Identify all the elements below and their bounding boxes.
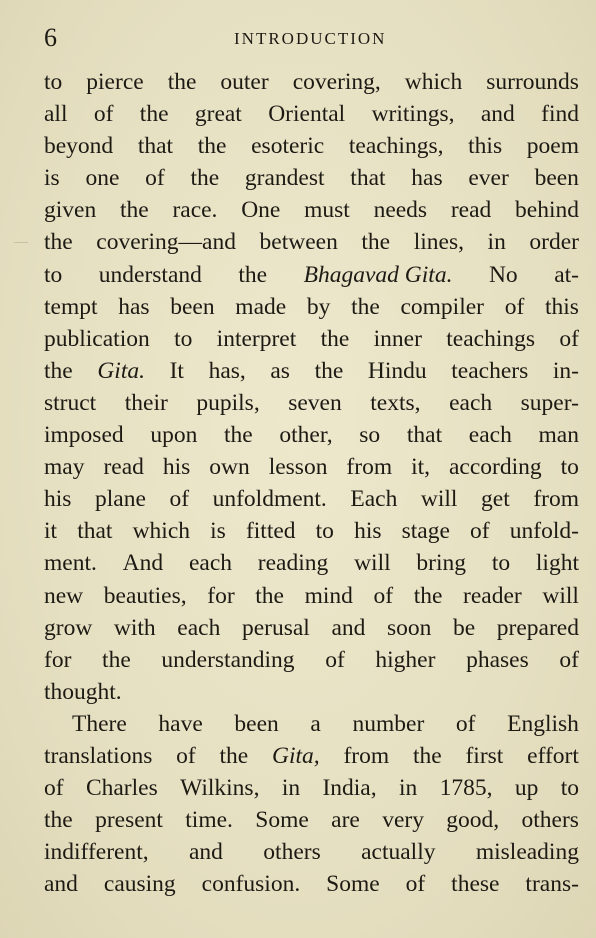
word: of xyxy=(145,165,165,192)
word: time. xyxy=(185,807,233,834)
word: Gita. xyxy=(97,357,145,384)
word: beauties, xyxy=(103,582,187,609)
word: Charles xyxy=(85,775,158,802)
word: others xyxy=(521,807,579,834)
text-line xyxy=(44,836,579,868)
word: Gita, xyxy=(272,742,320,769)
word: stage xyxy=(401,518,450,545)
word: grandest xyxy=(244,165,325,192)
word: Some xyxy=(255,807,309,834)
word: super- xyxy=(520,389,579,416)
word: thought. xyxy=(44,678,122,705)
word: mind xyxy=(304,582,353,609)
word: the xyxy=(139,101,169,128)
word: light xyxy=(535,550,579,577)
word: new xyxy=(44,582,84,609)
word: indifferent, xyxy=(44,839,149,866)
word: lesson xyxy=(268,454,328,481)
word: from xyxy=(343,742,390,769)
text-line xyxy=(44,291,579,323)
word: Some xyxy=(326,871,380,898)
word: has xyxy=(411,165,443,192)
text-line xyxy=(44,580,579,612)
word: of xyxy=(176,742,196,769)
word: made xyxy=(235,293,287,320)
word: must xyxy=(304,197,350,224)
word: ment. xyxy=(44,550,97,577)
text-line xyxy=(44,66,579,98)
text-line xyxy=(44,387,579,419)
word: to xyxy=(44,261,63,288)
word: trans- xyxy=(525,871,579,898)
word: this xyxy=(544,293,579,320)
word: the xyxy=(361,229,391,256)
text-line xyxy=(44,740,579,772)
word: covering, xyxy=(292,69,381,95)
word: man xyxy=(538,422,579,449)
word: get xyxy=(481,486,510,513)
word: interpret xyxy=(216,325,297,352)
text-line xyxy=(44,708,579,740)
word: which xyxy=(132,518,190,545)
word: higher xyxy=(375,646,436,673)
word: been xyxy=(234,710,279,737)
word: plane xyxy=(95,486,146,513)
word: the xyxy=(44,357,73,384)
body-text xyxy=(44,66,579,900)
word: of xyxy=(470,518,490,545)
word: reading xyxy=(257,550,329,577)
word: confusion. xyxy=(201,871,301,898)
word: read xyxy=(450,197,492,224)
word: teachings xyxy=(446,325,536,352)
word: the xyxy=(351,293,380,320)
word: so xyxy=(359,422,381,449)
word: at- xyxy=(554,261,579,288)
word: the xyxy=(412,742,442,769)
word: all xyxy=(44,101,68,128)
word: with xyxy=(113,614,156,641)
text-line xyxy=(44,547,579,579)
word: find xyxy=(541,101,579,128)
word: of xyxy=(325,646,345,673)
running-head xyxy=(44,22,578,54)
text-line xyxy=(44,868,579,900)
page-number: 6 xyxy=(44,23,57,52)
word: is xyxy=(44,165,60,192)
word: one xyxy=(85,165,120,192)
word: has, xyxy=(208,357,246,384)
text-line xyxy=(44,194,579,226)
word: in xyxy=(398,775,418,802)
word: esoteric xyxy=(251,133,325,160)
word: may xyxy=(44,454,85,481)
word: these xyxy=(451,871,500,898)
word: present xyxy=(95,807,163,834)
word: race. xyxy=(172,197,218,224)
word: Hindu xyxy=(367,357,427,384)
word: this xyxy=(468,133,503,160)
word: in xyxy=(281,775,301,802)
word: tempt xyxy=(44,293,98,320)
word: a xyxy=(310,710,321,737)
word: 1785, xyxy=(439,775,493,802)
word: Wilkins, xyxy=(180,775,260,802)
word: as xyxy=(270,357,290,384)
word: soon xyxy=(386,614,432,641)
word: of xyxy=(405,871,426,898)
word: to xyxy=(491,550,511,577)
word: is xyxy=(210,518,226,545)
word: unfoldment. xyxy=(212,486,327,513)
word: of xyxy=(559,325,579,352)
word: covering—and xyxy=(96,229,236,256)
word: to xyxy=(174,325,193,352)
text-line xyxy=(44,226,579,258)
word: beyond xyxy=(44,133,114,160)
word: bring xyxy=(416,550,467,577)
word: No xyxy=(488,261,518,288)
word: compiler xyxy=(400,293,484,320)
word: causing xyxy=(103,871,176,898)
word: to xyxy=(44,69,63,95)
word: ever xyxy=(468,165,509,192)
word: it, xyxy=(411,454,431,481)
word: each xyxy=(449,389,493,416)
word: reader xyxy=(463,582,522,609)
word: from xyxy=(346,454,393,481)
word: of xyxy=(169,486,190,513)
word: teachers xyxy=(451,357,529,384)
text-line xyxy=(44,515,579,547)
word: prepared xyxy=(496,614,579,641)
word: behind xyxy=(515,197,579,224)
word: One xyxy=(241,197,281,224)
word: the xyxy=(219,742,249,769)
text-line xyxy=(44,355,579,387)
word: the xyxy=(44,807,73,834)
word: own xyxy=(209,454,250,481)
word: translations xyxy=(44,742,153,769)
word: will xyxy=(542,582,579,609)
word: of xyxy=(93,101,114,128)
word: Oriental xyxy=(268,101,346,128)
word: it xyxy=(44,518,58,545)
word: understand xyxy=(98,261,202,288)
word: writings, xyxy=(371,101,455,128)
text-line xyxy=(44,259,579,291)
word: in- xyxy=(552,357,579,384)
word: seven xyxy=(288,389,342,416)
word: poem xyxy=(526,133,579,160)
word: struct xyxy=(44,389,97,416)
word: of xyxy=(559,646,579,673)
word: read xyxy=(103,454,144,481)
text-line xyxy=(44,772,579,804)
word: the xyxy=(102,646,131,673)
text-line xyxy=(44,644,579,676)
word: been xyxy=(170,293,215,320)
word: phases xyxy=(466,646,529,673)
word: good, xyxy=(446,807,500,834)
word: has xyxy=(118,293,150,320)
text-line xyxy=(44,323,579,355)
word: grow xyxy=(44,614,93,641)
word: the xyxy=(197,133,227,160)
word: between xyxy=(259,229,338,256)
text-line xyxy=(44,419,579,451)
word: teachings, xyxy=(348,133,444,160)
word: It xyxy=(169,357,184,384)
word: misleading xyxy=(475,839,579,866)
word: understanding xyxy=(161,646,295,673)
text-line xyxy=(44,98,579,130)
word: publication xyxy=(44,325,150,352)
word: Each xyxy=(350,486,398,513)
word: that xyxy=(77,518,113,545)
word: the xyxy=(320,325,350,352)
running-head-title: INTRODUCTION xyxy=(234,29,387,48)
word: There xyxy=(72,710,127,737)
word: given xyxy=(44,197,97,224)
word: to xyxy=(560,454,579,481)
word: that xyxy=(406,422,443,449)
word: the xyxy=(314,357,344,384)
word: for xyxy=(207,582,235,609)
text-line xyxy=(44,130,579,162)
word: the xyxy=(238,261,268,288)
word: of xyxy=(504,293,525,320)
word: perusal xyxy=(241,614,310,641)
margin-mark xyxy=(14,242,28,243)
word: of xyxy=(44,775,64,802)
word: English xyxy=(507,710,579,737)
word: of xyxy=(455,710,476,737)
word: and xyxy=(44,871,78,898)
word: and xyxy=(331,614,366,641)
word: number xyxy=(352,710,425,737)
word: which xyxy=(404,69,463,95)
word: and xyxy=(189,839,223,866)
word: by xyxy=(306,293,331,320)
text-line xyxy=(44,483,579,515)
word: according xyxy=(448,454,542,481)
word: each xyxy=(177,614,221,641)
word: to xyxy=(560,775,579,802)
word: India, xyxy=(322,775,377,802)
text-line xyxy=(44,612,579,644)
word: first xyxy=(465,742,504,769)
word: been xyxy=(534,165,579,192)
word: be xyxy=(453,614,476,641)
word: each xyxy=(188,550,232,577)
word: other, xyxy=(279,422,333,449)
word: the xyxy=(44,229,73,256)
word: Bhagavad Gita. xyxy=(303,261,453,288)
text-line xyxy=(44,804,579,836)
word: will xyxy=(420,486,458,513)
text-line xyxy=(44,162,579,194)
word: his xyxy=(162,454,191,481)
word: the xyxy=(223,422,253,449)
word: great xyxy=(194,101,242,128)
word: the xyxy=(413,582,443,609)
word: upon xyxy=(150,422,198,449)
word: to xyxy=(315,518,334,545)
word: his xyxy=(354,518,382,545)
word: actually xyxy=(361,839,436,866)
word: very xyxy=(382,807,424,834)
word: pierce xyxy=(86,69,144,95)
word: that xyxy=(350,165,386,192)
word: his xyxy=(44,486,72,513)
word: the xyxy=(190,165,220,192)
word: needs xyxy=(373,197,428,224)
word: their xyxy=(124,389,168,416)
word: lines, xyxy=(413,229,464,256)
word: in xyxy=(487,229,506,256)
word: the xyxy=(167,69,197,95)
word: the xyxy=(119,197,149,224)
word: that xyxy=(137,133,174,160)
text-line xyxy=(44,451,579,483)
word: have xyxy=(158,710,203,737)
word: inner xyxy=(373,325,422,352)
word: outer xyxy=(220,69,269,95)
word: effort xyxy=(527,742,579,769)
word: will xyxy=(354,550,391,577)
word: are xyxy=(331,807,360,834)
word: from xyxy=(533,486,579,513)
word: surrounds xyxy=(486,69,579,95)
word: of xyxy=(373,582,394,609)
word: fitted xyxy=(245,518,296,545)
word: the xyxy=(255,582,284,609)
word: up xyxy=(514,775,539,802)
word: imposed xyxy=(44,422,124,449)
word: order xyxy=(529,229,579,256)
word: and xyxy=(480,101,515,128)
word: others xyxy=(263,839,321,866)
word: each xyxy=(468,422,512,449)
word: texts, xyxy=(370,389,421,416)
text-line xyxy=(44,676,579,708)
word: for xyxy=(44,646,72,673)
word: pupils, xyxy=(196,389,260,416)
word: unfold- xyxy=(509,518,579,545)
word: And xyxy=(122,550,164,577)
